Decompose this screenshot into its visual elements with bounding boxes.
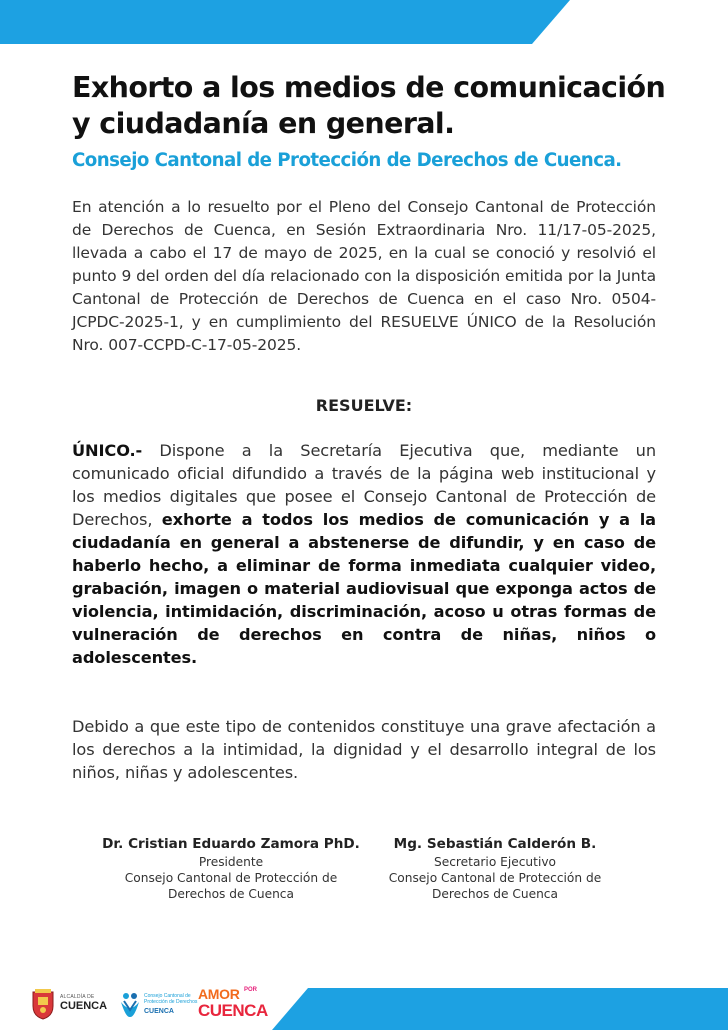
signature-role: Presidente: [198, 855, 264, 869]
resolution-text: Dispone a la Secretaría Ejecutiva que, mediante un comunicado oficial difundido a través de la página web institucional y los medios digitales que posee el Consejo Cantonal de Protección de Derechos,: [72, 441, 656, 529]
signature-name: Mg. Sebastián Calderón B.: [393, 836, 597, 852]
signature-org-line1: Consejo Cantonal de Protección de: [124, 871, 338, 885]
resolution-paragraph: [72, 439, 656, 669]
signature-name: Dr. Cristian Eduardo Zamora PhD.: [102, 836, 360, 852]
city-crest-icon: [30, 988, 56, 1020]
city-logo-name: CUENCA: [60, 1000, 108, 1012]
signature-role: Secretario Ejecutivo: [434, 855, 556, 869]
por-logo-word: POR: [244, 987, 258, 993]
city-logo: [30, 988, 110, 1022]
council-logo-line2: Protección de Derechos: [144, 999, 198, 1005]
cuenca-logo-word: CUENCA: [198, 1001, 268, 1020]
intro-paragraph: En atención a lo resuelto por el Pleno del Consejo Cantonal de Protección de Derechos de Cuenca, en Sesión Extraordinaria Nro. 11/17-05-2025, llevada a cabo el 17 de mayo de 2025, en la cual se conoció y resolvió el punto 9 del orden del día relacionado con la disposición emitida por la Junta Cantonal de Protección de Derechos de Cuenca en el caso Nro. 0504-JCPDC-2025-1, y en cumplimiento del RESUELVE ÚNICO de la Resolución Nro. 007-CCPD-C-17-05-2025.: [72, 198, 656, 354]
signature-org-line2: Derechos de Cuenca: [168, 887, 294, 901]
city-logo-small-text: ALCALDÍA DE: [60, 994, 95, 1000]
page-subtitle: Consejo Cantonal de Protección de Derechos de Cuenca.: [72, 150, 622, 171]
resuelve-heading: RESUELVE:: [315, 396, 413, 415]
council-logo: [118, 988, 198, 1022]
closing-paragraph: Debido a que este tipo de contenidos constituye una grave afectación a los derechos a la intimidad, la dignidad y el desarrollo integral de los niños, niñas y adolescentes.: [72, 717, 656, 782]
amor-por-cuenca-logo: [198, 984, 278, 1022]
footer-logos: [30, 984, 290, 1024]
signature-org-line2: Derechos de Cuenca: [432, 887, 558, 901]
top-decorative-bar: [0, 0, 728, 44]
resolution-label: ÚNICO.-: [72, 441, 143, 460]
signature-org-line1: Consejo Cantonal de Protección de: [388, 871, 602, 885]
resolution-bold-text: exhorte a todos los medios de comunicación y a la ciudadanía en general a abstenerse de difundir, y en caso de haberlo hecho, a eliminar de forma inmediata cualquier video, grabación, imagen o material audiovisual que exponga actos de violencia, intimidación, discriminación, acoso u otras formas de vulneración de derechos en contra de niñas, niños o adolescentes.: [72, 510, 656, 667]
signature-secretary: [380, 836, 610, 902]
page-title: Exhorto a los medios de comunicación y ciudadanía en general.: [72, 71, 666, 140]
council-logo-line1: Consejo Cantonal de: [144, 993, 191, 999]
council-logo-icon: [118, 990, 142, 1018]
signature-president: [96, 836, 366, 902]
amor-logo-word: AMOR: [198, 986, 240, 1002]
council-logo-city: CUENCA: [144, 1008, 174, 1015]
